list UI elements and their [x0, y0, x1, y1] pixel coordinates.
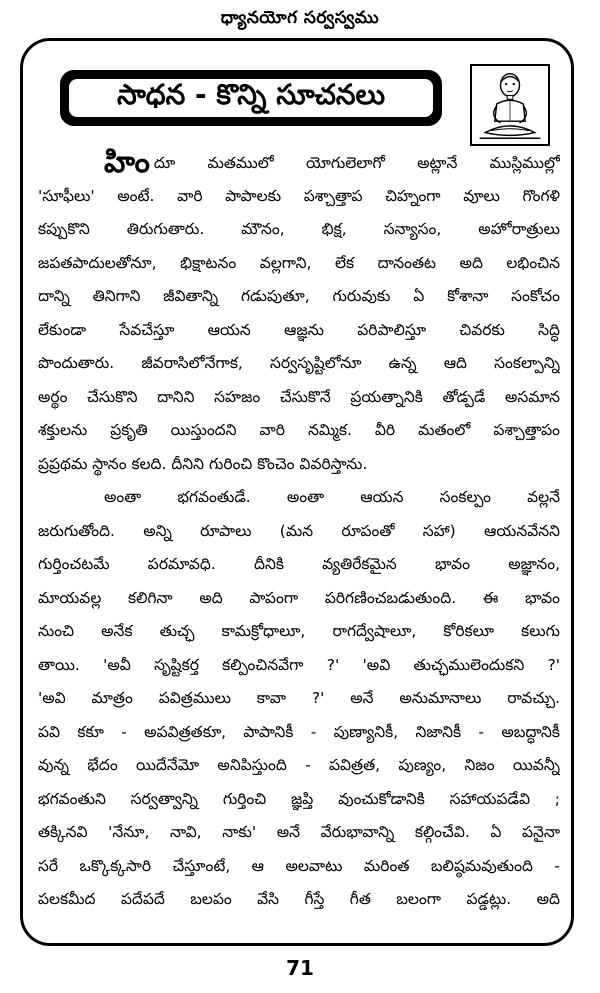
text-line: దాన్ని తినిగాని జీవితాన్ని గడుపుతూ, గురువుకు ఏ కోశానా సంకోచం: [38, 287, 560, 305]
text-line: పవి కకూ - అపవిత్రతకూ, పాపానికీ - పుణ్యానికీ, నిజానికీ - అబద్ధానికీ: [38, 722, 560, 741]
text-line: గుర్తించటమే పరమావధి. దీనికి వ్యతిరేకమైన భావం అజ్ఞానం,: [38, 555, 560, 573]
text-line: పలకమీద పదేపదే బలపం వేసి గీస్తే గీత బలంగా పడ్డట్లు. అది: [38, 890, 560, 908]
text-line: నుంచి అనేక తుచ్ఛ కామక్రోధాలూ, రాగద్వేషాలూ, కోరికలూ కలుగు: [38, 622, 560, 640]
text-line: సరే ఒక్కొక్కసారి చేస్తూంటే, ఆ అలవాటు మరింత బలిష్ఠమవుతుంది -: [38, 856, 560, 875]
text-line: తాయి. 'అవీ సృష్టికర్త కల్పించినవేగా ?' 'అవి తుచ్ఛములెందుకని ?': [38, 655, 560, 674]
text-line: తక్కినవి 'నేనూ, నావి, నాకు' అనే వేరుభావాన్ని కల్గించేవి. ఏ పనైనా: [38, 823, 560, 841]
page-number: 71: [286, 956, 314, 980]
drop-cap: హిం: [104, 146, 150, 180]
text-line: లేకుండా సేవచేస్తూ ఆయన ఆజ్ఞను పరిపాలిస్తూ చివరకు సిద్ధి: [38, 320, 560, 339]
text-line: జరుగుతోంది. అన్ని రూపాలు (మన రూపంతో సహా) ఆయనవేనని: [38, 521, 560, 540]
text-line: మాయవల్ల కలిగినా అది పాపంగా పరిగణించబడుతుంది. ఈ భావం: [38, 588, 560, 607]
text-line: ప్రప్రథమ స్థానం కలది. దీనిని గురించి కొంచెం వివరిస్తాను.: [38, 454, 368, 473]
text-line: 'అవి మాత్రం పవిత్రములు కావా ?' అనే అనుమానాలు రావచ్చు.: [38, 689, 560, 707]
text-line: కప్పుకొని తిరుగుతారు. మౌనం, భిక్ష, సన్యాసం, అహోరాత్రులు: [38, 220, 560, 238]
text-line: అర్థం చేసుకొని దానిని సహజం చేసుకొనే ప్రయత్నానికి తోడ్పడే అసమాన: [38, 387, 560, 406]
body-text: [38, 146, 560, 917]
text-line: వున్న భేదం యిదేనేమో అనిపిస్తుంది - పవిత్రత, పుణ్యం, నిజం యివన్నీ: [38, 756, 560, 774]
running-header: ధ్యానయోగ సర్వస్వము: [220, 8, 380, 28]
text-line: శక్తులను ప్రకృతి యిస్తుందని వారి నమ్మిక. వీరి మతంలో పశ్చాత్తాపం: [38, 421, 560, 439]
meditating-figure-icon: [472, 66, 548, 144]
text-line: పొందుతారు. జీవరాసిలోనేగాక, సర్వసృష్టిలోనూ ఉన్న ఆది సంకల్పాన్ని: [38, 354, 560, 372]
text-line: 'సూఫీలు' అంటే. వారి పాపాలకు పశ్చాత్తాప చిహ్నంగా వూలు గొంగళి: [38, 186, 560, 205]
text-line: జపతపాదులతోనూ, భిక్షాటనం వల్లగాని, లేక దానంతట అది లభించిన: [38, 253, 560, 272]
text-line: భగవంతుని సర్వత్వాన్ని గుర్తించి జ్ఞప్తి వుంచుకోడానికి సహాయపడేవి ;: [38, 789, 560, 808]
text-line: హిందూ మతములో యోగులెలాగో అట్లానే ముస్లిముల్లో: [104, 146, 560, 180]
chapter-title: సాధన - కొన్ని సూచనలు: [69, 79, 433, 117]
chapter-title-box: [60, 70, 442, 126]
author-portrait: [470, 64, 550, 146]
text-line: అంతా భగవంతుడే. అంతా ఆయన సంకల్పం వల్లనే: [104, 488, 560, 506]
